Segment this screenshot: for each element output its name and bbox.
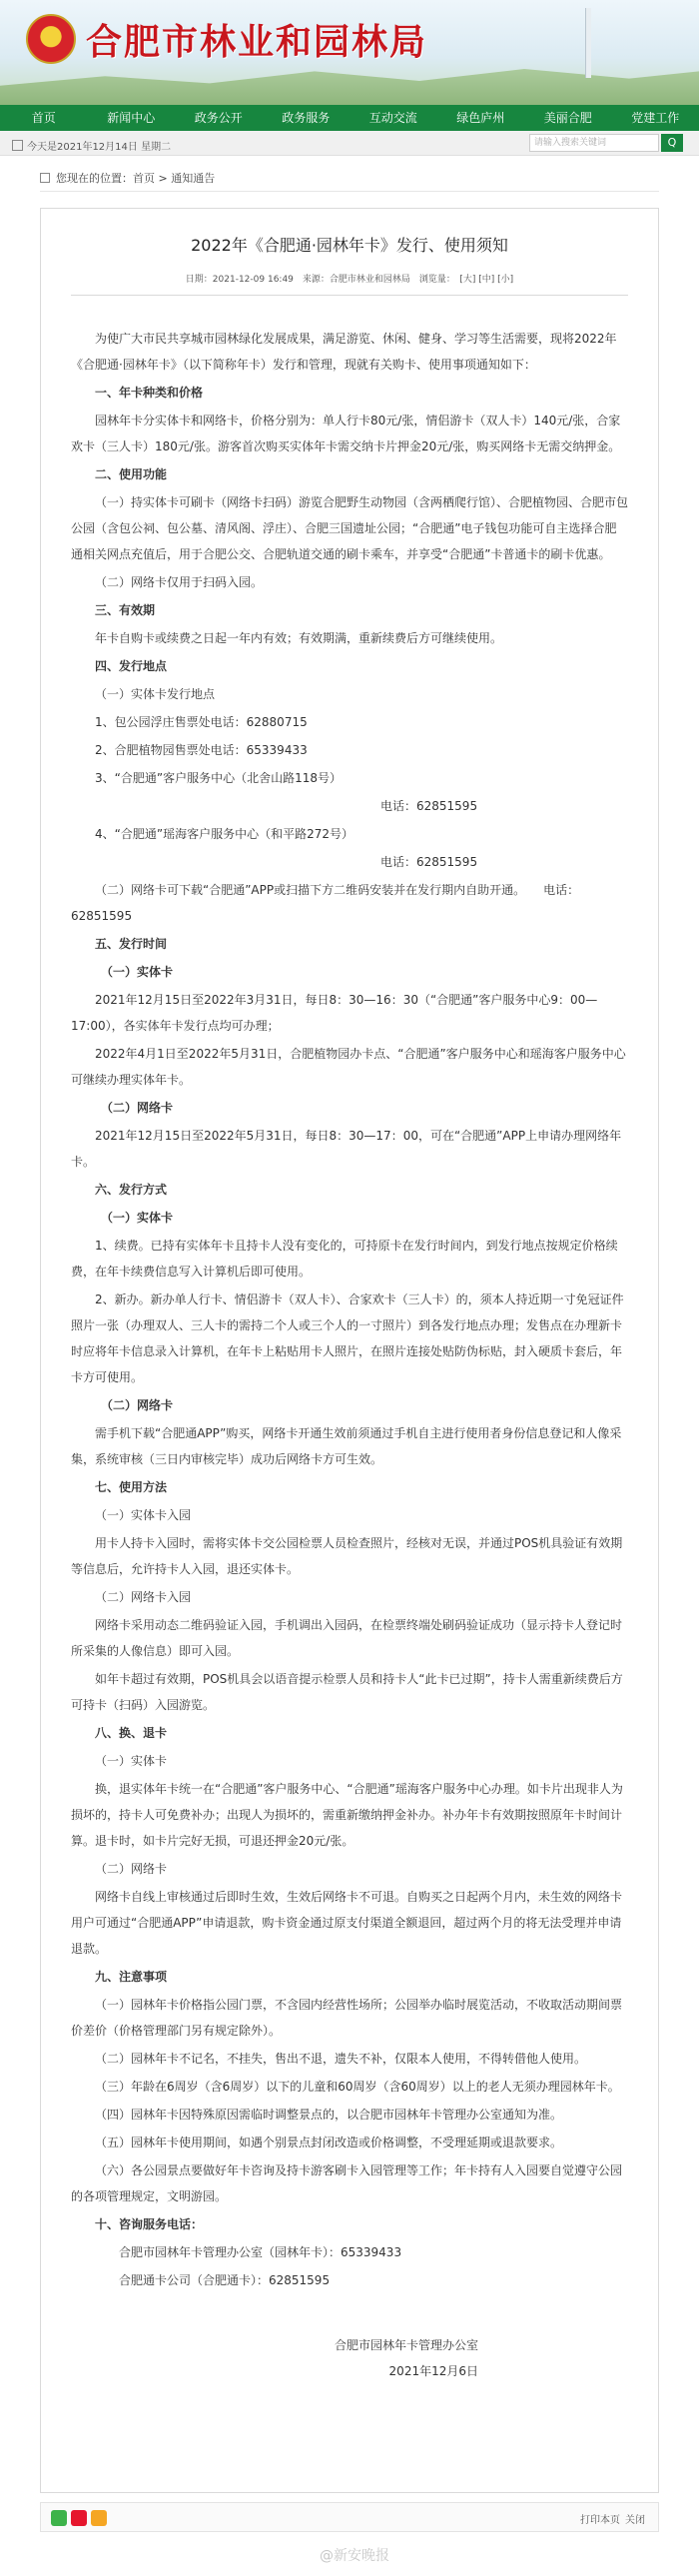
nav-item-gov-affairs[interactable]: 政务公开	[194, 111, 243, 125]
main-nav	[0, 105, 699, 131]
sub-heading: （一）实体卡	[101, 965, 174, 979]
paragraph: 2022年4月1日至2022年5月31日，合肥植物园办卡点、“合肥通”客户服务中心和瑶海客户服务中心可继续办理实体年卡。	[71, 1047, 626, 1087]
intro-paragraph: 为使广大市民共享城市园林绿化发展成果，满足游览、休闲、健身、学习等生活需要，现将2022年《合肥通·园林年卡》（以下简称年卡）发行和管理，现就有关购卡、使用事项通知如下：	[71, 332, 617, 372]
nav-item-gov-services[interactable]: 政务服务	[282, 111, 331, 125]
article-meta: 日期：2021-12-09 16:49 来源：合肥市林业和园林局 浏览量： [大] [中] [小]	[71, 272, 628, 296]
list-item: （一）园林年卡价格指公园门票，不含园内经营性场所；公园举办临时展览活动，不收取活动期间票价差价（价格管理部门另有规定除外）。	[71, 1998, 623, 2038]
list-item: 3、“合肥通”客户服务中心（北舍山路118号）	[95, 771, 342, 785]
tv-tower-graphic	[585, 8, 591, 78]
paragraph: 2021年12月15日至2022年5月31日，每日8：30—17：00，可在“合肥通”APP上申请办理网络年卡。	[71, 1129, 622, 1169]
home-icon	[40, 173, 50, 183]
sub-heading: （二）网络卡	[101, 1101, 174, 1115]
article-panel	[40, 208, 659, 2493]
contact-line: 合肥市园林年卡管理办公室（园林年卡）：65339433	[119, 2245, 402, 2259]
national-emblem-icon	[26, 14, 76, 64]
sub-heading: （一）实体卡入园	[95, 1508, 192, 1522]
paragraph: （二）网络卡仅用于扫码入园。	[95, 575, 264, 589]
section-heading: 一、年卡种类和价格	[95, 386, 204, 400]
sub-heading: （一）实体卡	[95, 1754, 168, 1768]
watermark: @新安晚报	[320, 2548, 389, 2564]
article-body	[41, 296, 658, 2383]
list-item: （三）年龄在6周岁（含6周岁）以下的儿童和60周岁（含60周岁）以上的老人无须办理园林年卡。	[95, 2080, 620, 2094]
list-item-tel: 电话：62851595	[380, 799, 478, 813]
nav-item-party[interactable]: 党建工作	[631, 111, 680, 125]
list-item-tel: 电话：62851595	[380, 855, 478, 869]
paragraph: 需手机下载“合肥通APP”购买，网络卡开通生效前须通过手机自主进行使用者身份信息登记和人像采集，系统审核（三日内审核完毕）成功后网络卡方可生效。	[71, 1426, 622, 1466]
today-date: 今天是2021年12月14日 星期二	[12, 138, 171, 153]
paragraph: 换，退实体年卡统一在“合肥通”客户服务中心、“合肥通”瑶海客户服务中心办理。如卡片出现非人为损坏的，持卡人可免费补办；出现人为损坏的，需重新缴纳押金补办。补办年卡有效期按照原年卡时间计算。退卡时，如卡片完好无损，可退还押金20元/张。	[71, 1782, 623, 1848]
nav-item-news[interactable]: 新闻中心	[107, 111, 156, 125]
list-item: （五）园林年卡使用期间，如遇个别景点封闭改造或价格调整，不受理延期或退款要求。	[95, 2136, 563, 2149]
print-button[interactable]: 打印本页	[580, 2515, 620, 2526]
sub-bar	[0, 131, 699, 156]
paragraph: （二）网络卡可下载“合肥通”APP或扫描下方二维码安装并在发行期内自助开通。 电话：62851595	[71, 883, 580, 923]
paragraph: 2021年12月15日至2022年3月31日，每日8：30—16：30（“合肥通”客户服务中心9：00—17:00），各实体年卡发行点均可办理；	[71, 993, 598, 1033]
list-item: 2、合肥植物园售票处电话：65339433	[95, 743, 308, 757]
nav-item-beautiful-hefei[interactable]: 美丽合肥	[543, 111, 592, 125]
paragraph: 1、续费。已持有实体年卡且持卡人没有变化的，可持原卡在发行时间内，到发行地点按规定价格续费，在年卡续费信息写入计算机后即可使用。	[71, 1239, 618, 1279]
list-item: 4、“合肥通”瑶海客户服务中心（和平路272号）	[95, 827, 353, 841]
sign-org: 合肥市园林年卡管理办公室	[334, 2338, 478, 2352]
section-heading: 三、有效期	[95, 603, 156, 617]
section-heading: 四、发行地点	[95, 659, 168, 673]
paragraph: （一）持实体卡可刷卡（网络卡扫码）游览合肥野生动物园（含两栖爬行馆）、合肥植物园、合肥市包公园（含包公祠、包公墓、清风阁、浮庄）、合肥三国遗址公园；“合肥通”电子钱包功能可自主选择合肥通相关网点充值后，用于合肥公交、合肥轨道交通的刷卡乘车，并享受“合肥通”卡普通卡的刷卡优惠。	[71, 495, 629, 561]
paragraph: 园林年卡分实体卡和网络卡，价格分别为：单人行卡80元/张，情侣游卡（双人卡）140元/张，合家欢卡（三人卡）180元/张。游客首次购买实体年卡需交纳卡片押金20元/张，购买网络卡无需交纳押金。	[71, 414, 621, 453]
nav-item-interaction[interactable]: 互动交流	[368, 111, 417, 125]
nav-item-home[interactable]: 首页	[31, 111, 56, 125]
sub-heading: （二）网络卡	[101, 1398, 174, 1412]
section-heading: 五、发行时间	[95, 937, 168, 951]
site-name: 合肥市林业和园林局	[86, 21, 428, 63]
list-item: （六）各公园景点要做好年卡咨询及持卡游客刷卡入园管理等工作；年卡持有人入园要自觉遵守公园的各项管理规定，文明游园。	[71, 2163, 623, 2203]
list-item: 1、包公园浮庄售票处电话：62880715	[95, 715, 308, 729]
section-heading: 七、使用方法	[95, 1480, 168, 1494]
sub-heading: （一）实体卡	[101, 1211, 174, 1225]
nav-item-green-luzhou[interactable]: 绿色庐州	[456, 111, 505, 125]
close-button[interactable]: 关闭	[625, 2515, 645, 2526]
site-banner	[0, 0, 699, 105]
share-bar	[40, 2502, 659, 2532]
section-heading: 十、咨询服务电话：	[95, 2217, 204, 2231]
paragraph: 网络卡自线上审核通过后即时生效，生效后网络卡不可退。自购买之日起两个月内，未生效的网络卡用户可通过“合肥通APP”申请退款，购卡资金通过原支付渠道全额退回，超过两个月的将无法受理并申请退款。	[71, 1890, 623, 1956]
qzone-share-icon[interactable]	[91, 2510, 107, 2526]
section-heading: 六、发行方式	[95, 1183, 168, 1197]
signature-block	[71, 2333, 628, 2383]
search-button[interactable]: Q	[661, 134, 683, 152]
section-heading: 二、使用功能	[95, 467, 168, 481]
contact-line: 合肥通卡公司（合肥通卡）：62851595	[119, 2273, 331, 2287]
article-title: 2022年《合肥通·园林年卡》发行、使用须知	[191, 236, 508, 255]
breadcrumb	[40, 170, 659, 192]
wechat-share-icon[interactable]	[51, 2510, 67, 2526]
paragraph: 2、新办。新办单人行卡、情侣游卡（双人卡）、合家欢卡（三人卡）的，须本人持近期一寸免冠证件照片一张（办理双人、三人卡的需持二个人或三个人的一寸照片）到各发行地点办理；发售点在办理新卡时应将年卡信息录入计算机，在年卡上粘贴用卡人照片，在照片连接处贴防伪标贴，封入硬质卡套后，年卡方可使用。	[71, 1292, 624, 1384]
weibo-share-icon[interactable]	[71, 2510, 87, 2526]
sub-heading: （二）网络卡	[95, 1862, 168, 1876]
sign-date: 2021年12月6日	[388, 2364, 478, 2378]
search-input[interactable]: 请输入搜索关键词	[529, 134, 659, 152]
section-heading: 九、注意事项	[95, 1970, 168, 1984]
list-item: （二）园林年卡不记名，不挂失，售出不退，遗失不补，仅限本人使用，不得转借他人使用。	[95, 2052, 587, 2066]
paragraph: 年卡自购卡或续费之日起一年内有效；有效期满，重新续费后方可继续使用。	[95, 631, 503, 645]
paragraph: 网络卡采用动态二维码验证入园，手机调出入园码，在检票终端处刷码验证成功（显示持卡人登记时所采集的人像信息）即可入园。	[71, 1618, 623, 1658]
paragraph: 如年卡超过有效期，POS机具会以语音提示检票人员和持卡人“此卡已过期”，持卡人需重新续费后方可持卡（扫码）入园游览。	[71, 1672, 623, 1712]
sub-heading: （一）实体卡发行地点	[95, 687, 216, 701]
breadcrumb-text[interactable]: 您现在的位置：首页 > 通知通告	[56, 172, 216, 185]
paragraph: 用卡人持卡入园时，需将实体卡交公园检票人员检查照片，经核对无误，并通过POS机具验证有效期等信息后，允许持卡人入园，退还实体卡。	[71, 1536, 623, 1576]
list-item: （四）园林年卡因特殊原因需临时调整景点的，以合肥市园林年卡管理办公室通知为准。	[95, 2108, 563, 2122]
sub-heading: （二）网络卡入园	[95, 1590, 192, 1604]
section-heading: 八、换、退卡	[95, 1726, 168, 1740]
